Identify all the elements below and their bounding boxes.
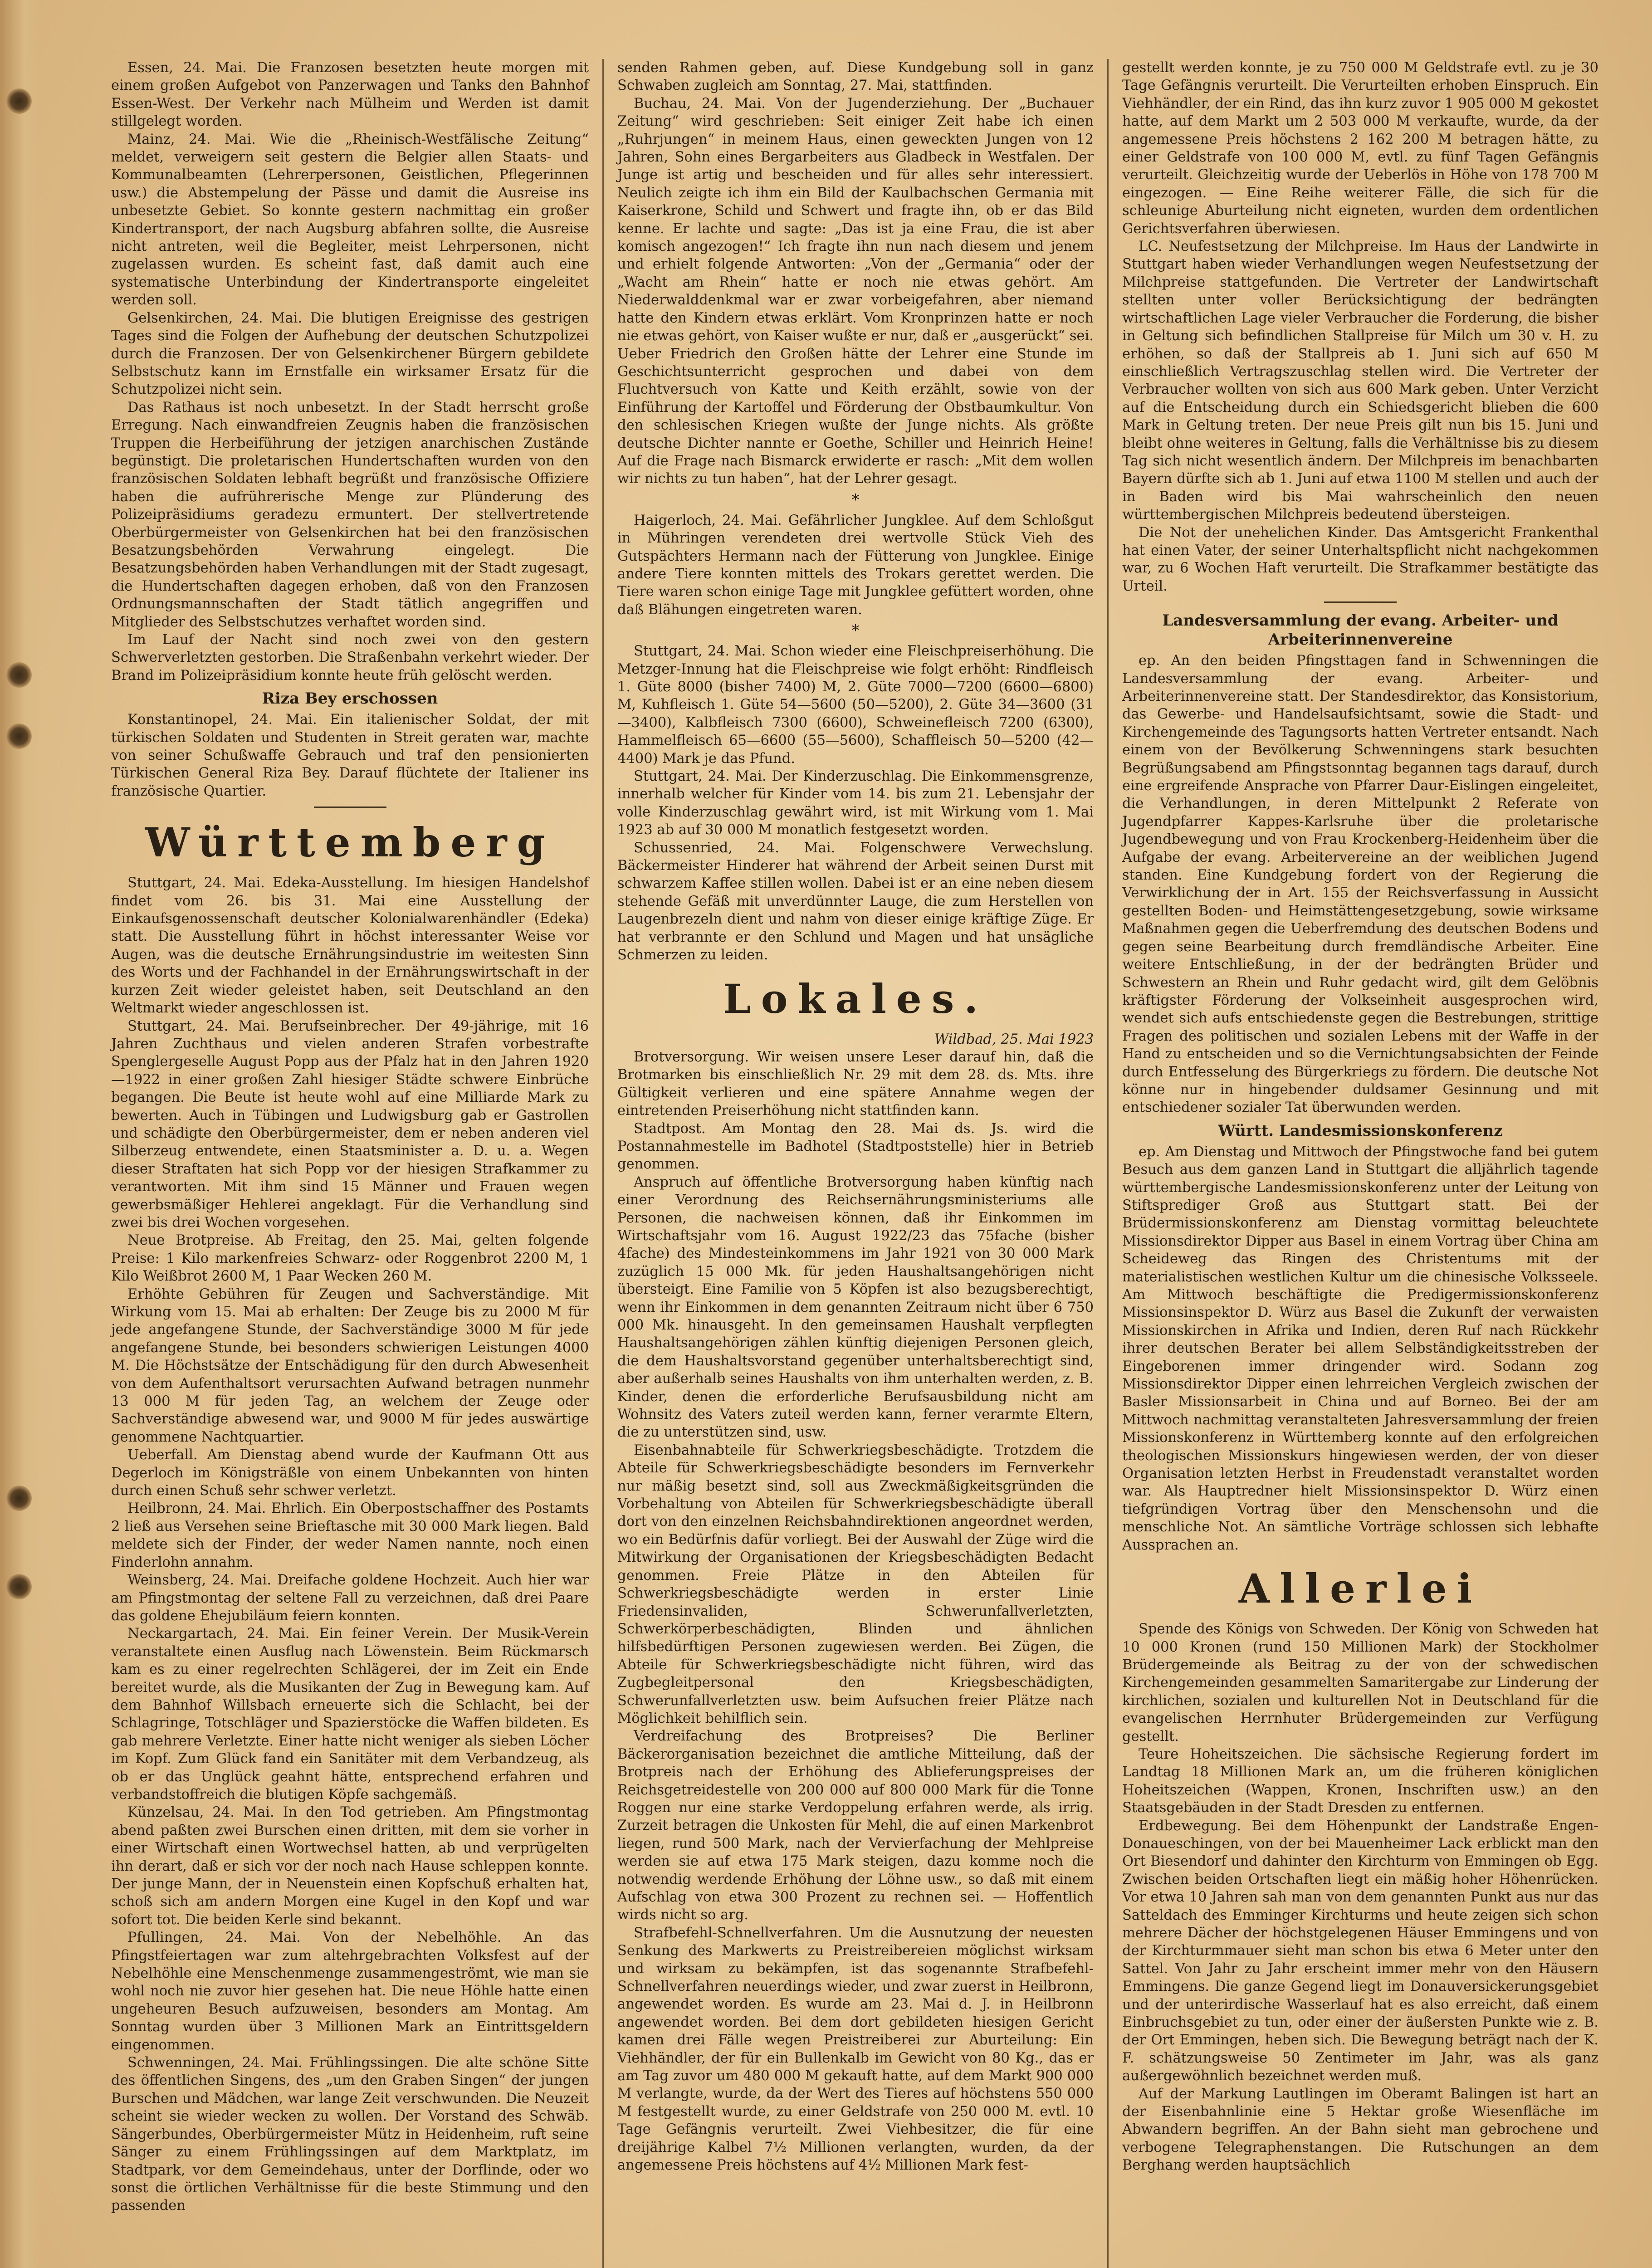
column-right [1107,59,1612,2268]
page-edge [0,0,41,2268]
section-heading: Württ. Landesmissionskonferenz [1218,1121,1503,1140]
article-paragraph: Neckargartach, 24. Mai. Ein feiner Verein. Der Musik-Verein veranstaltete einen Ausflug nach Löwenstein. Beim Rückmarsch kam es zu einer regelrechten Schlägerei, der im Zeit ein Ende bereitet wurde, als die Musikanten der Zug in Bewegung kam. Auf dem Bahnhof Willsbach erneuerte sich die Schlacht, bei der Schlagringe, Totschläger und Spazierstöcke die Waffen bildeten. Es gab mehrere Verletzte. Einer hatte nicht weniger als sieben Löcher im Kopf. Zum Glück fand ein Sanitäter mit dem Verbandzeug, als ob er das Unglück geahnt hätte, entsprechend erfahren und verbandstoffreich die blutigen Köpfe sachgemäß. [111,1626,589,1803]
punch-hole [6,1486,32,1511]
punch-hole [6,1574,32,1599]
section-heading: Riza Bey erschossen [262,689,438,708]
article-paragraph: Stadtpost. Am Montag den 28. Mai ds. Js. wird die Postannahmestelle im Badhotel (Stadtpoststelle) hier in Betrieb genommen. [617,1120,1094,1173]
article-paragraph: Strafbefehl-Schnellverfahren. Um die Ausnutzung der neuesten Senkung des Markwerts zu Preistreibereien möglichst wirksam und wirksam zu bekämpfen, ist das sogenannte Strafbefehl-Schnellverfahren neuerdings wieder, und zwar zuerst in Heilbronn, angewendet worden. Es wurde am 23. Mai d. J. in Heilbronn angewendet worden. Bei dem dort gebildeten hiesigen Gericht kamen drei Fälle wegen Preistreiberei zur Aburteilung: Ein Viehhändler, der für ein Bullenkalb im Gewicht von 80 Kg., das er am Tag zuvor um 480 000 M gekauft hatte, auf dem Markt 900 000 M verlangte, wurde, da der Wert des Tieres auf höchstens 550 000 M festgestellt wurde, zu einer Geldstrafe von 250 000 M. evtl. 10 Tage Gefängnis verurteilt. Zwei Viehbesitzer, die für eine dreijährige Kalbel 7½ Millionen verlangten, wurden, da der angemessene Preis höchstens auf 4½ Millionen Mark fest- [617,1925,1094,2174]
article-paragraph: Neue Brotpreise. Ab Freitag, den 25. Mai, gelten folgende Preise: 1 Kilo markenfreies Schwarz- oder Roggenbrot 2200 M, 1 Kilo Weißbrot 2600 M, 1 Paar Wecken 260 M. [111,1232,589,1285]
article-paragraph: Gelsenkirchen, 24. Mai. Die blutigen Ereignisse des gestrigen Tages sind die Folgen der Aufhebung der deutschen Schutzpolizei durch die Franzosen. Der von Gelsenkirchener Bürgern gebildete Selbstschutz kann im Ernstfalle ein wirksamer Ersatz für die Schutzpolizei nicht sein. [111,310,589,398]
article-paragraph: Ueberfall. Am Dienstag abend wurde der Kaufmann Ott aus Degerloch im Königsträßle von einem Unbekannten von hinten durch einen Schuß sehr schwer verletzt. [111,1447,589,1499]
article-paragraph: Buchau, 24. Mai. Von der Jugenderziehung. Der „Buchauer Zeitung“ wird geschrieben: Seit einiger Zeit habe ich einen „Ruhrjungen“ in meinem Haus, einen geweckten Jungen von 12 Jahren, Sohn eines Bergarbeiters aus Gladbeck in Westfalen. Der Junge ist artig und bescheiden und für alles sehr interessiert. Neulich zeigte ich ihm ein Bild der Kaulbachschen Germania mit Kaiserkrone, Schild und Schwert und fragte ihn, ob er das Bild kenne. Er lachte und sagte: „Das ist ja eine Frau, die ist aber komisch angezogen!“ Ich fragte ihn nun nach diesem und jenem und erhielt folgende Antworten: „Von der „Germania“ oder der „Wacht am Rhein“ hatte er noch nie etwas gehört. Am Niederwalddenkmal war er zwar vorbeigefahren, aber niemand hatte den Kindern etwas erklärt. Vom Kronprinzen hatte er noch nie etwas gehört, von Kaiser wußte er nur, daß er „ausgerückt“ sei. Ueber Friedrich den Großen hätte der Lehrer eine Stunde im Geschichtsunterricht gesprochen und dabei von dem Fluchtversuch von Katte und Keith erzählt, sowie von der Einführung der Kartoffel und Förderung der Obstbaumkultur. Von den schlesischen Kriegen wußte der Junge nichts. Als größte deutsche Dichter nannte er Goethe, Schiller und Heinrich Heine! Auf die Frage nach Bismarck erwiderte er rasch: „Mit dem wollen wir nichts zu tun haben“, hat der Lehrer gesagt. [617,95,1094,487]
article-paragraph: Das Rathaus ist noch unbesetzt. In der Stadt herrscht große Erregung. Nach einwandfreien Zeugnis haben die französischen Truppen die Herbeiführung der jetzigen anarchischen Zustände begünstigt. Die proletarischen Hundertschaften wurden von den französischen Soldaten lebhaft begrüßt und französische Offiziere haben die aufrührerische Menge zur Plünderung des Polizeipräsidiums geradezu ermuntert. Der stellvertretende Oberbürgermeister von Gelsenkirchen hat bei den französischen Besatzungsbehörden Verwahrung eingelegt. Die Besatzungsbehörden haben Verhandlungen mit der Stadt zugesagt, die Hundertschaften dagegen erhoben, daß von den Franzosen Ordnungsmannschaften der Stadt tätlich angegriffen und Mitglieder des Selbstschutzes verhaftet worden sind. [111,399,589,630]
article-paragraph: ep. Am Dienstag und Mittwoch der Pfingstwoche fand bei gutem Besuch aus dem ganzen Land in Stuttgart die alljährlich tagende württembergische Landesmissionskonferenz unter der Leitung von Stiftsprediger Groß aus Stuttgart statt. Bei der Brüdermissionskonferenz am Dienstag vormittag beleuchtete Missionsdirektor Dipper aus Basel in einem Vortrag über China am Scheideweg das Ringen des Christentums mit der materialistischen westlichen Kultur um die chinesische Volksseele. Am Mittwoch beschäftigte die Predigermissionskonferenz Missionsinspektor D. Würz aus Basel die Zukunft der verwaisten Missionskirchen in Afrika und Indien, deren Ruf nach Rückkehr ihrer deutschen Berater bei allem Selbständigkeitsstreben der Eingeborenen immer dringender wird. Sodann zog Missionsdirektor Dipper einen lehrreichen Vergleich zwischen der Basler Missionsarbeit in China und auf Borneo. Bei der am Mittwoch nachmittag veranstalteten Jahresversammlung der freien Missionskonferenz in Württemberg konnte auf den erfolgreichen theologischen Missionskurs hingewiesen werden, der von dieser Organisation letzten Herbst in Freudenstadt veranstaltet worden war. Als Hauptredner hielt Missionsinspektor D. Würz einen tiefgründigen Vortrag über den Menschensohn und die menschliche Not. An sämtliche Vorträge schlossen sich lebhafte Aussprachen an. [1122,1144,1598,1553]
article-paragraph: Erdbewegung. Bei dem Höhenpunkt der Landstraße Engen-Donaueschingen, von der bei Mauenheimer Lack erblickt man den Ort Biesendorf und dahinter den Kirchturm von Emmingen ob Egg. Zwischen beiden Ortschaften liegt ein mäßig hoher Höhenrücken. Vor etwa 10 Jahren sah man von dem genannten Punkt aus nur das Satteldach des Emminger Kirchturms und heute zeigen sich schon mehrere Dächer der höchstgelegenen Häuser Emmingens und von der Kirchturmmauer sieht man schon bis etwa 6 Meter unter den Sattel. Von Jahr zu Jahr erscheint immer mehr von den Häusern Emmingens. Die ganze Gegend liegt im Donauversickerungsgebiet und der unterirdische Wasserlauf hat es also erreicht, daß einem Einbruchsgebiet zu tun, oder einer der äußersten Punkte wie z. B. der Ort Emmingen, heben sich. Die Bewegung beträgt nach der K. F. schätzungsweise 50 Zentimeter im Jahr, was als ganz außergewöhnlich bezeichnet werden muß. [1122,1818,1598,2084]
column-left [98,59,602,2268]
section-title: Württemberg [145,819,555,866]
column-middle [602,59,1107,2268]
article-paragraph: Haigerloch, 24. Mai. Gefährlicher Jungklee. Auf dem Schloßgut in Mühringen verendeten drei wertvolle Stück Vieh des Gutspächters Hermann nach der Fütterung von Jungklee. Einige andere Tiere konnten mittels des Trokars gerettet werden. Die Tiere waren schon einige Tage mit Jungklee gefüttert worden, ohne daß Blähungen eingetreten waren. [617,512,1094,618]
article-paragraph: Auf der Markung Lautlingen im Oberamt Balingen ist hart an der Eisenbahnlinie eine 5 Hektar große Wiesenfläche im Abwandern begriffen. An der Bahn sieht man gebrochene und verbogene Telegraphenstangen. Die Rutschungen an dem Berghang werden hauptsächlich [1122,2086,1598,2174]
article-paragraph: Stuttgart, 24. Mai. Edeka-Ausstellung. Im hiesigen Handelshof findet vom 26. bis 31. Mai eine Ausstellung der Einkaufsgenossenschaft deutscher Kolonialwarenhändler (Edeka) statt. Die Ausstellung führt in höchst interessanter Weise vor Augen, was die deutsche Ernährungsindustrie im weitesten Sinn des Worts und der Fachhandel in der Ernährungswirtschaft in der kurzen Zeit wieder geleistet haben, seit Deutschland an den Weltmarkt wieder angeschlossen ist. [111,875,589,1017]
punch-hole [6,723,32,749]
article-paragraph: Stuttgart, 24. Mai. Berufseinbrecher. Der 49-jährige, mit 16 Jahren Zuchthaus und vielen anderen Strafen vorbestrafte Spenglergeselle August Popp aus der Pfalz hat in den Jahren 1920—1922 in einer großen Zahl hiesiger Städte schwere Einbrüche begangen. Die Beute ist heute wohl auf eine Milliarde Mark zu bewerten. Auch in Tübingen und Ludwigsburg gab er Gastrollen und schädigte den Oberbürgermeister, dem er neben anderen viel Silberzeug entwendete, einen Staatsminister a. D. u. a. Wegen dieser Straftaten hat sich Popp vor der hiesigen Strafkammer zu verantworten. Mit ihm sind 15 Männer und Frauen wegen gewerbsmäßiger Hehlerei angeklagt. Für die Verhandlung sind zwei bis drei Wochen vorgesehen. [111,1018,589,1231]
article-paragraph: senden Rahmen geben, auf. Diese Kundgebung soll in ganz Schwaben zugleich am Sonntag, 27. Mai, stattfinden. [617,60,1094,94]
punch-hole [6,662,32,688]
columns [98,59,1613,2268]
article-paragraph: Mainz, 24. Mai. Wie die „Rheinisch-Westfälische Zeitung“ meldet, verweigern seit gestern die Belgier allen Staats- und Kommunalbeamten (Lehrerpersonen, Geistlichen, Pflegerinnen usw.) die Abstempelung der Pässe und damit die Ausreise ins unbesetzte Gebiet. So konnte gestern nachmittag ein großer Kindertransport, der nach Augsburg abfahren sollte, die Ausreise nicht antreten, weil die Begleiter, meist Lehrpersonen, nicht zugelassen wurden. Es scheint fast, daß damit auch eine systematische Unterbindung der Kindertransporte eingeleitet werden soll. [111,131,589,308]
article-paragraph: Stuttgart, 24. Mai. Schon wieder eine Fleischpreiserhöhung. Die Metzger-Innung hat die Fleischpreise wie folgt erhöht: Rindfleisch 1. Güte 8000 (bisher 7400) M, 2. Güte 7000—7200 (6600—6800) M, Kuhfleisch 1. Güte 54—5600 (50—5200), 2. Güte 34—3600 (31—3400), Kalbfleisch 7300 (6600), Schweinefleisch 7200 (6300), Hammelfleisch 65—6600 (55—5600), Schaffleisch 50—5200 (42—4400) Mark je das Pfund. [617,643,1094,767]
section-divider [1324,601,1397,603]
article-paragraph: Schussenried, 24. Mai. Folgenschwere Verwechslung. Bäckermeister Hinderer hat während der Arbeit seinen Durst mit schwarzem Kaffee stillen wollen. Dabei ist er an eine neben diesem stehende Gefäß mit unverdünnter Lauge, die zum Herstellen von Laugenbrezeln dient und nahm von dieser einige kräftige Züge. Er hat verbrannte er den Schlund und Magen und hat unsägliche Schmerzen zu leiden. [617,840,1094,963]
asterisk-separator: * [851,490,860,509]
article-paragraph: Pfullingen, 24. Mai. Von der Nebelhöhle. An das Pfingstfeiertagen war zum altehrgebrachten Volksfest auf der Nebelhöhle eine Menschenmenge zusammengeströmt, wie man sie wohl noch nie zuvor hier gesehen hat. Die neue Höhle hatte einen ungeheuren Besuch aufzuweisen, besonders am Montag. Am Sonntag wurden über 3 Millionen Mark an Eintrittsgeldern eingenommen. [111,1930,589,2053]
article-paragraph: Anspruch auf öffentliche Brotversorgung haben künftig nach einer Verordnung des Reichsernährungsministeriums alle Personen, die nachweisen können, daß ihr Einkommen im Wirtschaftsjahr vom 16. August 1922/23 das 75fache (bisher 4fache) des Mindesteinkommens im Jahr 1921 von 30 000 Mark zuzüglich 15 000 Mk. für jeden Haushaltsangehörigen nicht übersteigt. Eine Familie von 5 Köpfen ist also bezugsberechtigt, wenn ihr Einkommen in dem genannten Zeitraum nicht über 6 750 000 Mk. hinausgeht. In den gemeinsamen Haushalt verpflegten Haushaltsangehörigen zählen künftig diejenigen Personen gleich, die dem Haushaltsvorstand gegenüber unterhaltsberechtigt sind, aber außerhalb seines Haushalts von ihm unterhalten werden, z. B. Kinder, denen die erforderliche Berufsausbildung nicht am Wohnsitz des Vaters zuteil werden kann, ferner verarmte Eltern, die zu unterstützen sind, usw. [617,1174,1094,1441]
article-paragraph: Spende des Königs von Schweden. Der König von Schweden hat 10 000 Kronen (rund 150 Millionen Mark) der Stockholmer Brüdergemeinde als Beitrag zu der von der schwedischen Kirchengemeinden gesammelten Samaritergabe zur Linderung der kirchlichen, sozialen und kulturellen Not in Deutschland für die evangelischen Herrnhuter Brüdergemeinden zur Verfügung gestellt. [1122,1621,1598,1745]
asterisk-separator: * [851,621,860,640]
section-heading: Landesversammlung der evang. Arbeiter- und Arbeiterinnenvereine [1162,611,1559,649]
article-paragraph: Teure Hoheitszeichen. Die sächsische Regierung fordert im Landtag 18 Millionen Mark an, um die früheren königlichen Hoheitszeichen (Wappen, Kronen, Inschriften usw.) an den Staatsgebäuden in der Stadt Dresden zu entfernen. [1122,1746,1598,1816]
article-paragraph: Künzelsau, 24. Mai. In den Tod getrieben. Am Pfingstmontag abend paßten zwei Burschen einen dritten, mit dem sie vorher in einer Wirtschaft einen Wortwechsel hatten, ab und verprügelten ihn derart, daß er sich vor der noch nach Hause schleppen konnte. Der junge Mann, der in Neuenstein einen Kopfschuß erhalten hat, schoß sich am andern Morgen eine Kugel in den Kopf und war sofort tot. Die beiden Kerle sind bekannt. [111,1804,589,1928]
article-paragraph: LC. Neufestsetzung der Milchpreise. Im Haus der Landwirte in Stuttgart haben wieder Verhandlungen wegen Neufestsetzung der Milchpreise stattgefunden. Die Vertreter der Landwirtschaft stellten unter voller Berücksichtigung der bedrängten wirtschaftlichen Lage vieler Verbraucher die Forderung, die bisher in Geltung sich befindlichen Stallpreise für Milch um 30 v. H. zu erhöhen, so daß der Stallpreis ab 1. Juni sich auf 650 M einschließlich Vertragszuschlag stellen wird. Die Vertreter der Verbraucher wollten von sich aus 600 Mark geben. Unter Verzicht auf die Entscheidung durch ein Schiedsgericht blieben die 600 Mark in Geltung treten. Der neue Preis gilt nun bis 15. Juni und bleibt ohne weiteres in Geltung, falls die Verhältnisse bis zu diesem Tag sich nicht wesentlich ändern. Der Milchpreis im benachbarten Bayern dürfte sich ab 1. Juni auf etwa 1100 M stellen und auch der in Baden wird bis Mai wahrscheinlich den neuen württembergischen Milchpreis bedeutend übersteigen. [1122,239,1598,523]
article-paragraph: Im Lauf der Nacht sind noch zwei von den gestern Schwerverletzten gestorben. Die Straßenbahn verkehrt wieder. Der Brand im Polizeipräsidium konnte heute früh gelöscht werden. [111,632,589,684]
article-paragraph: Heilbronn, 24. Mai. Ehrlich. Ein Oberpostschaffner des Postamts 2 ließ aus Versehen seine Brieftasche mit 30 000 Mark liegen. Bald meldete sich der Finder, der weder Namen nannte, noch einen Finderlohn annahm. [111,1501,589,1570]
article-paragraph: gestellt werden konnte, je zu 750 000 M Geldstrafe evtl. zu je 30 Tage Gefängnis verurteilt. Die Verurteilten erhoben Einspruch. Ein Viehhändler, der ein Rind, das ihn kurz zuvor 1 905 000 M gekostet hatte, auf dem Markt um 2 503 000 M verkaufte, wurde, da der angemessene Preis höchstens 2 162 200 M betragen hätte, zu einer Geldstrafe von 100 000 M, evtl. zu fünf Tagen Gefängnis verurteilt. Gleichzeitig wurde der Ueberlös in Höhe von 178 700 M eingezogen. — Eine Reihe weiterer Fälle, die sich für die schleunige Aburteilung nicht eigneten, wurden dem ordentlichen Gerichtsverfahren überwiesen. [1122,60,1598,237]
punch-hole [6,88,32,114]
article-paragraph: Essen, 24. Mai. Die Franzosen besetzten heute morgen mit einem großen Aufgebot von Panzerwagen und Tanks den Bahnhof Essen-West. Der Verkehr nach Mülheim und Werden ist damit stillgelegt worden. [111,60,589,130]
article-paragraph: Weinsberg, 24. Mai. Dreifache goldene Hochzeit. Auch hier war am Pfingstmontag der seltene Fall zu verzeichnen, daß drei Paare das goldene Ehejubiläum feiern konnten. [111,1572,589,1624]
article-paragraph: Brotversorgung. Wir weisen unsere Leser darauf hin, daß die Brotmarken bis einschließlich Nr. 29 mit dem 28. ds. Mts. ihre Gültigkeit verlieren und eine spätere Annahme wegen der eintretenden Preiserhöhung nicht stattfinden kann. [617,1049,1094,1119]
article-paragraph: Konstantinopel, 24. Mai. Ein italienischer Soldat, der mit türkischen Soldaten und Studenten in Streit geraten war, machte von seiner Schußwaffe Gebrauch und traf den pensionierten Türkischen General Riza Bey. Darauf flüchtete der Italiener ins französische Quartier. [111,712,589,799]
article-paragraph: Eisenbahnabteile für Schwerkriegsbeschädigte. Trotzdem die Abteile für Schwerkriegsbeschädigte besonders im Fernverkehr nur mäßig besetzt sind, soll aus Zweckmäßigkeitsgründen die Vorbehaltung von Abteilen für Schwerkriegsbeschädigte überall dort von den einzelnen Reichsbahndirektionen angeordnet werden, wo ein Bedürfnis dafür vorliegt. Bei der Auswahl der Züge wird die Mitwirkung der Organisationen der Kriegsbeschädigten Bedacht genommen. Freie Plätze in den Abteilen für Schwerkriegsbeschädigte werden in erster Linie Friedensinvaliden, Schwerunfallverletzten, Schwerkörperbeschädigten, Blinden und ähnlichen hilfsbedürftigen Personen zugewiesen werden. Bei Zügen, die Abteile für Schwerkriegsbeschädigte nicht führen, wird das Zugbegleitpersonal den Kriegsbeschädigten, Schwerunfallverletzten usw. beim Aufsuchen freier Plätze nach Möglichkeit behilflich sein. [617,1442,1094,1726]
article-paragraph: ep. An den beiden Pfingsttagen fand in Schwenningen die Landesversammlung der evang. Arbeiter- und Arbeiterinnenvereine statt. Der Standesdirektor, das Konsistorium, das Gewerbe- und Handelsaufsichtsamt, sowie die Stadt- und Kirchengemeinde des Tagungsorts hatten Vertreter entsandt. Nach einem von der Bevölkerung Schwenningens stark besuchten Begrüßungsabend am Pfingstsonntag begannen tags darauf, durch eine ergreifende Ansprache von Pfarrer Daur-Eislingen eingeleitet, die Verhandlungen, in deren Mittelpunkt 2 Referate von Jugendpfarrer Kappes-Karlsruhe über die proletarische Jugendbewegung und von Frau Krockenberg-Heidenheim über die Aufgabe der evang. Arbeitervereine an der weiblichen Jugend standen. Eine Kundgebung fordert von der Regierung die Verwirklichung der in Art. 155 der Reichsverfassung in Aussicht gestellten Boden- und Heimstättengesetzgebung, sowie wirksame Maßnahmen gegen die Ueberfremdung des deutschen Bodens und gegen seine Bearbeitung durch fremdländische Arbeiter. Eine weitere Entschließung, in der der bedrängten Brüder und Schwestern an Rhein und Ruhr gedacht wird, gilt dem Gelöbnis kräftigster Förderung der Volkseinheit ausgesprochen wird, wendet sich aufs entschiedenste gegen die Bestrebungen, strittige Fragen des politischen und sozialen Lebens mit der Waffe in der Hand zu entscheiden und so die Vernichtungsabsichten der Feinde durch Entfesselung des Bürgerkriegs zu fördern. Die deutsche Not könne nur in hingebender duldsamer Gesinnung und mit entschiedener sozialer Tat überwunden werden. [1122,653,1598,1116]
section-divider [314,807,386,808]
article-paragraph: Stuttgart, 24. Mai. Der Kinderzuschlag. Die Einkommensgrenze, innerhalb welcher für Kinder vom 14. bis zum 21. Lebensjahr der volle Kinderzuschlag gewährt wird, ist mit Wirkung vom 1. Mai 1923 ab auf 30 000 M monatlich festgesetzt worden. [617,768,1094,838]
article-paragraph: Die Not der unehelichen Kinder. Das Amtsgericht Frankenthal hat einen Vater, der seiner Unterhaltspflicht nicht nachgekommen war, zu 6 Wochen Haft verurteilt. Die Strafkammer bestätigte das Urteil. [1122,524,1598,594]
article-paragraph: Erhöhte Gebühren für Zeugen und Sachverständige. Mit Wirkung vom 15. Mai ab erhalten: Der Zeuge bis zu 2000 M für jede angefangene Stunde, der Sachverständige 3000 M für jede angefangene Stunde, bei besonders schwierigen Leistungen 4000 M. Die Höchstsätze der Entschädigung für den durch Abwesenheit von dem Aufenthaltsort verursachten Aufwand betragen nunmehr 13 000 M für jeden Tag, an welchem der Zeuge oder Sachverständige abwesend war, und 9000 M für jedes auswärtige genommene Nachtquartier. [111,1286,589,1445]
section-title: Lokales. [723,975,988,1022]
article-paragraph: Verdreifachung des Brotpreises? Die Berliner Bäckerorganisation bezeichnet die amtliche Mitteilung, daß der Brotpreis nach der Erhöhung des Ablieferungspreises der Reichsgetreidestelle von 200 000 auf 800 000 Mark für die Tonne Roggen nur eine starke Verdoppelung erfahren werde, als irrig. Zurzeit betragen die Unkosten für Mehl, die auf einen Markenbrot liegen, rund 500 Mark, nach der Vervierfachung der Mehlpreise werden sie auf etwa 175 Mark steigen, dazu komme noch die notwendig werdende Erhöhung der Löhne usw., so daß mit einem Aufschlag von etwa 300 Prozent zu rechnen sei. — Hoffentlich wirds nicht so arg. [617,1728,1094,1923]
section-title: Allerlei [1238,1565,1482,1613]
article-paragraph: Schwenningen, 24. Mai. Frühlingssingen. Die alte schöne Sitte des öffentlichen Singens, des „um den Graben Singen“ der jungen Burschen und Mädchen, war lange Zeit verschwunden. Die Neuzeit scheint sie wieder wecken zu wollen. Der Vorstand des Schwäb. Sängerbundes, Oberbürgermeister Mütz in Heidenheim, ruft seine Sänger zu einem Frühlingssingen auf dem Marktplatz, im Stadtpark, vor dem Gemeindehaus, unter der Dorflinde, oder wo sonst die örtlichen Verhältnisse für die beste Stimmung und den passenden [111,2055,589,2214]
dateline: Wildbad, 25. Mai 1923 [934,1031,1094,1047]
